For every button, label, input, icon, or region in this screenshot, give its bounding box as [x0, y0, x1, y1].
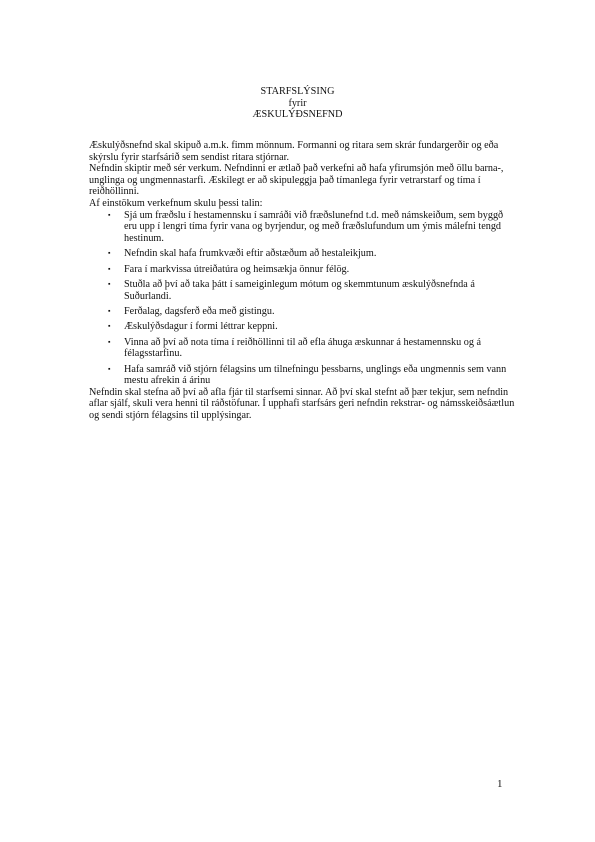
document-header	[0, 86, 595, 121]
list-item	[108, 363, 519, 387]
list-item	[108, 278, 519, 302]
list-item	[108, 248, 519, 260]
list-item-text: Sjá um fræðslu í hestamennsku í samráði við fræðslunefnd t.d. með námskeiðum, sem byggð eru upp í lengri tíma fyrir vana og byrjendur, og með fræðslufundum um ýmis málefni tengd hestinum.	[124, 209, 504, 244]
bullet-icon: ▪	[108, 249, 111, 258]
paragraph-committee-duties: Nefndin skiptir með sér verkum. Nefndinni er ætlað það verkefni að hafa yfirumsjón með öllu barna-, unglinga og ungmennastarfi. Æskilegt er að skipuleggja það tímanlega fyrir vetrarstarf og tíma í reiðhöllinni.	[89, 163, 504, 198]
list-item	[108, 336, 519, 360]
list-item	[108, 209, 519, 245]
list-item	[108, 263, 519, 276]
paragraph-funding: Nefndin skal stefna að því að afla fjár til starfsemi sinnar. Að því skal stefnt að þær tekjur, sem nefndin aflar sjálf, skuli vera henni til ráðstöfunar. Í upphafi starfsárs geri nefndin rekstrar- og námsskeiðsáætlun og sendi stjórn félagsins til upplýsingar.	[89, 386, 515, 422]
list-item-text: Fara í markvissa útreiðatúra og heimsækja önnur félög.	[124, 263, 350, 275]
list-item	[108, 305, 519, 318]
list-item-text: Vinna að því að nota tíma í reiðhöllinni til að efla áhuga æskunnar á hestamennsku og á félagsstarfinu.	[124, 336, 481, 360]
bullet-icon: ▪	[108, 279, 111, 288]
page-number: 1	[497, 778, 503, 790]
list-item-text: Æskulýðsdagur í formi léttrar keppni.	[124, 321, 278, 333]
title-line-3: ÆSKULÝÐSNEFND	[252, 109, 343, 121]
bullet-icon: ▪	[108, 322, 111, 331]
bullet-icon: ▪	[108, 364, 111, 373]
list-item-text: Ferðalag, dagsferð eða með gistingu.	[124, 305, 275, 317]
bullet-icon: ▪	[108, 337, 111, 346]
list-item-text: Stuðla að því að taka þátt í sameiginlegum mótum og skemmtunum æskulýðsnefnda á Suðurlandi.	[124, 278, 475, 302]
paragraph-committee-composition: Æskulýðsnefnd skal skipuð a.m.k. fimm mönnum. Formanni og ritara sem skrár fundargerðir og eða skýrslu fyrir starfsárið sem sendist ritara stjórnar.	[89, 140, 499, 163]
list-item-text: Nefndin skal hafa frumkvæði eftir aðstæðum að hestaleikjum.	[124, 248, 377, 260]
bullet-icon: ▪	[108, 210, 111, 219]
bullet-icon: ▪	[108, 306, 111, 315]
bullet-icon: ▪	[108, 264, 111, 273]
document-body	[89, 140, 519, 422]
task-list	[89, 210, 519, 387]
title-line-2: fyrir	[288, 97, 307, 109]
title-line-1: STARFSLÝSING	[260, 86, 335, 97]
paragraph-task-intro: Af einstökum verkefnum skulu þessi talin:	[89, 197, 263, 209]
list-item-text: Hafa samráð við stjórn félagsins um tilnefningu þessbarns, unglings eða ungmennis sem vann mestu afrekin á árinu	[124, 363, 507, 387]
list-item	[108, 321, 519, 333]
